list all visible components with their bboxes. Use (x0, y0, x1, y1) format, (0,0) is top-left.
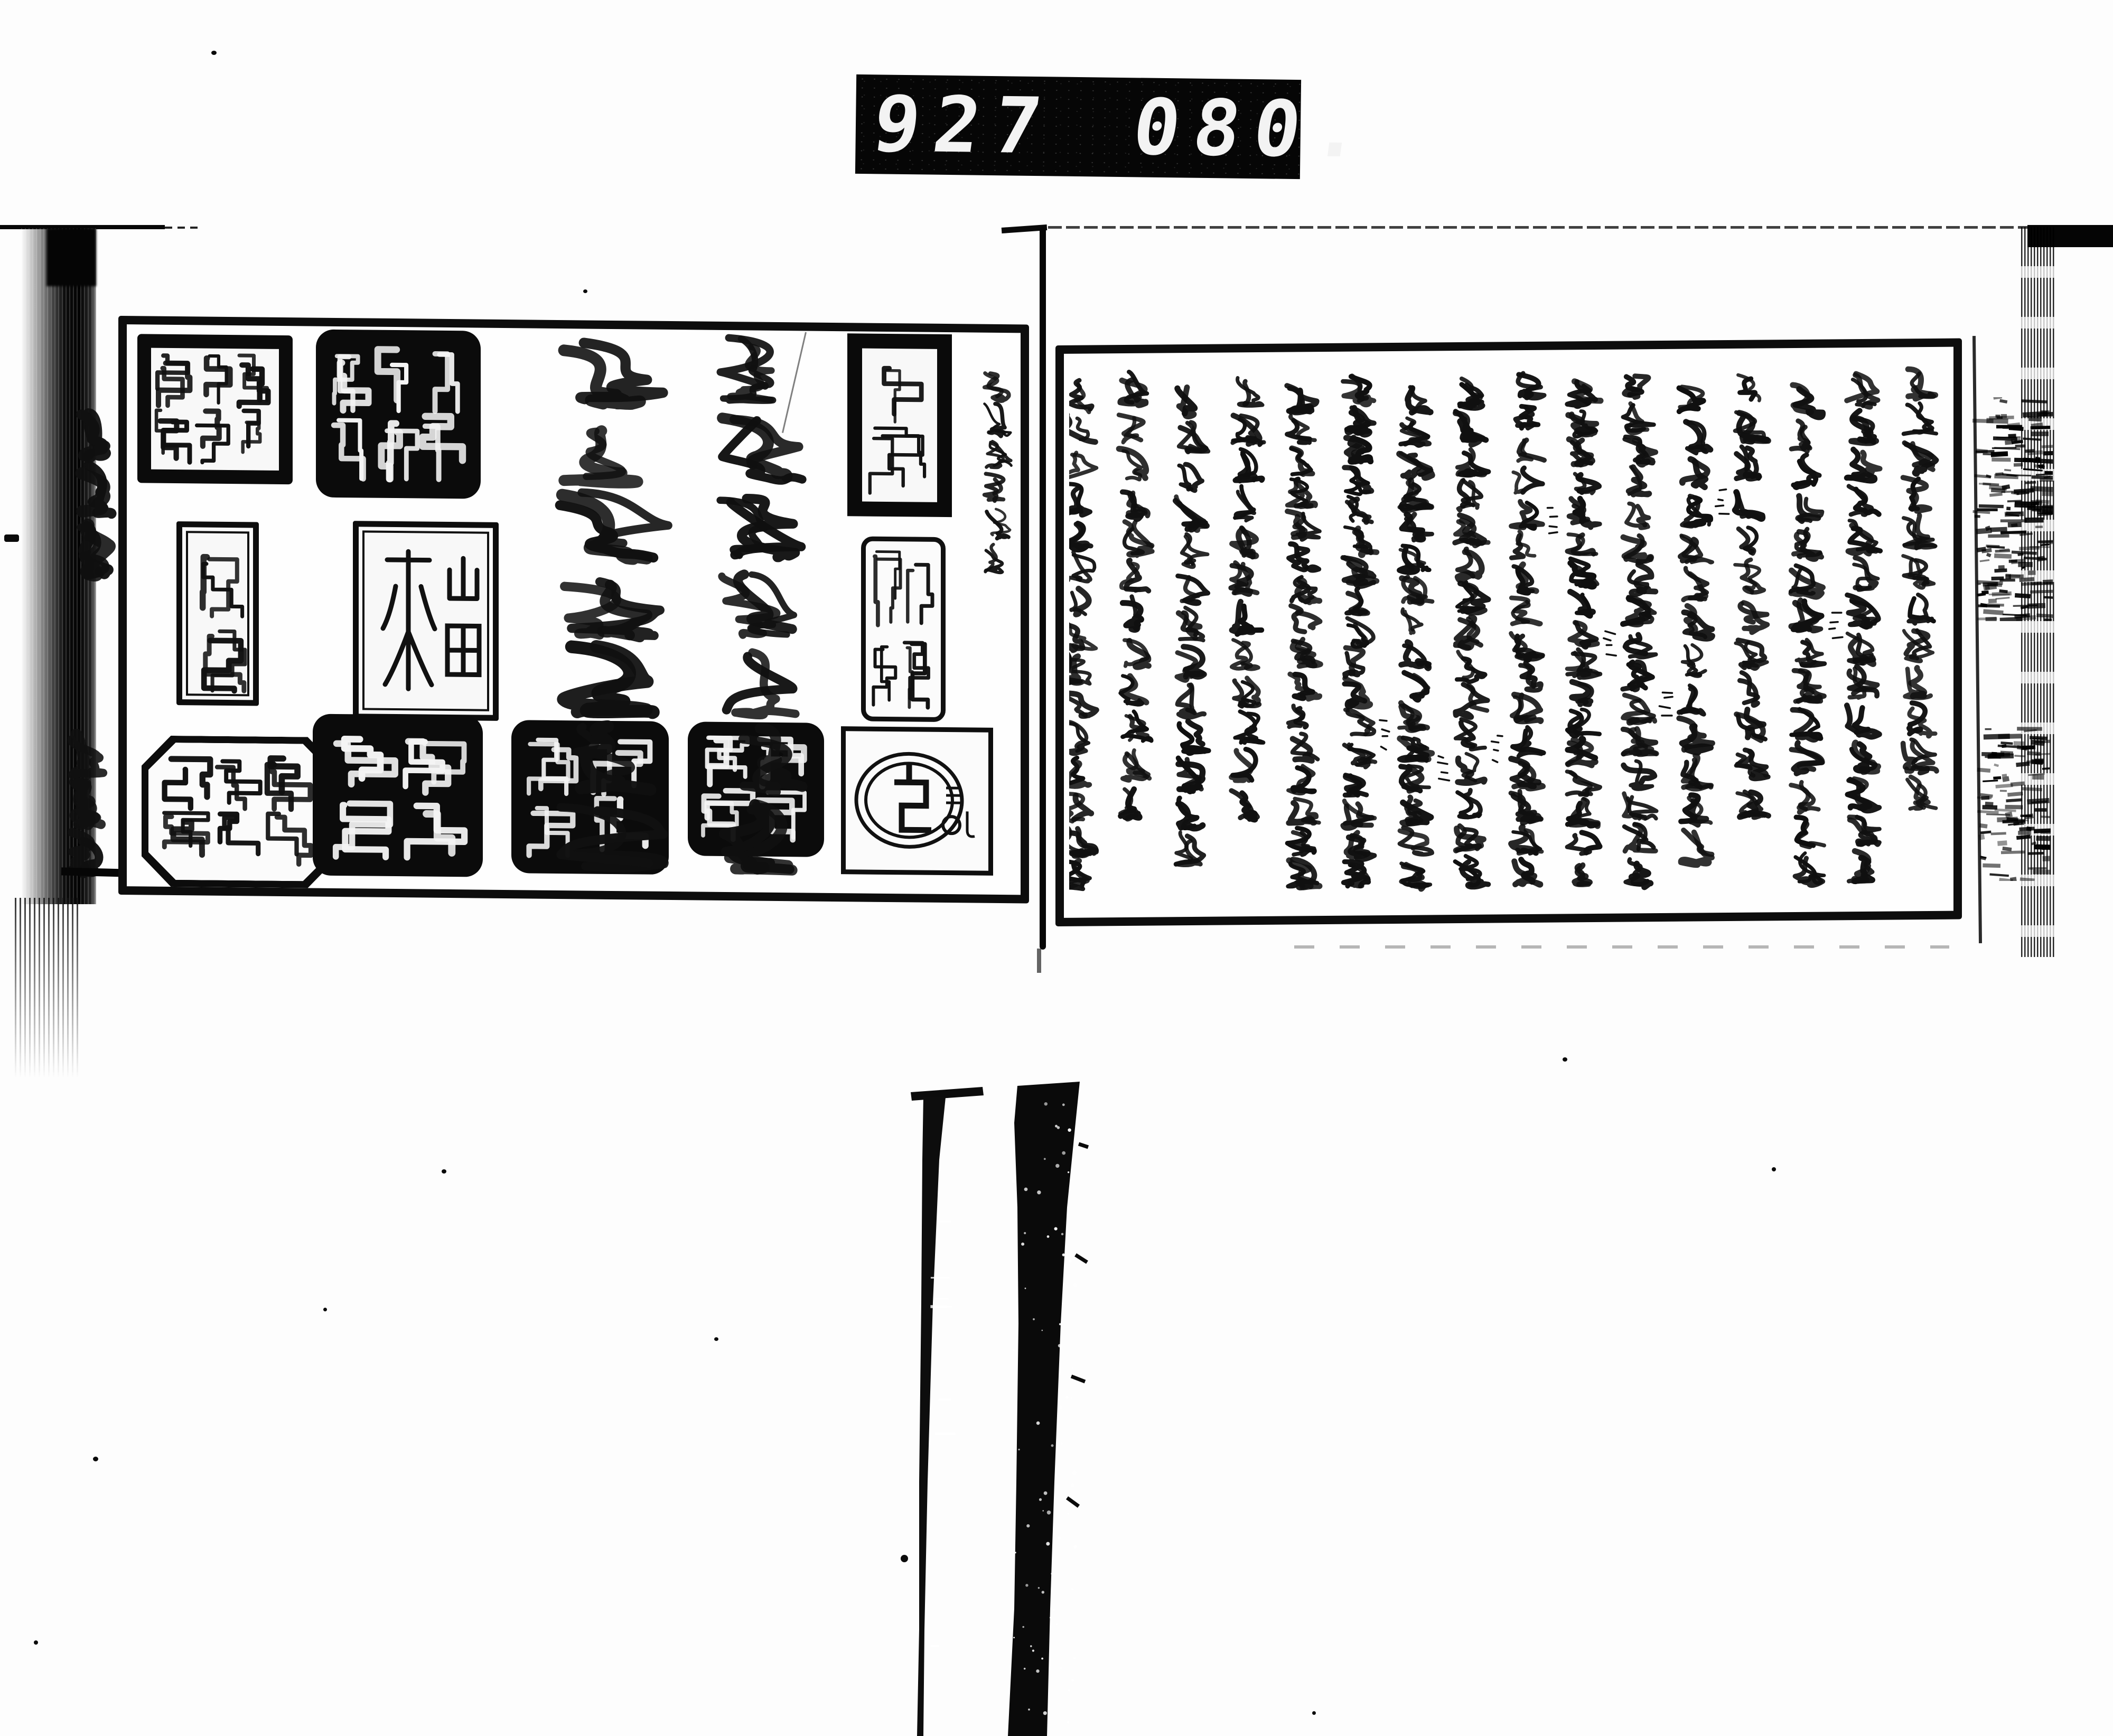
text-column-6 (1623, 376, 1672, 887)
binding-handwritten-marks (68, 401, 126, 592)
dust-speck (323, 1308, 327, 1311)
dust-speck (714, 1337, 718, 1341)
frame-counter-digits-right: 080. (1127, 82, 1380, 175)
text-column-12 (1287, 386, 1320, 888)
seal-glyph-left (383, 551, 435, 689)
page-top-edge-dashes (165, 227, 202, 229)
text-column-14 (1175, 387, 1209, 865)
page-top-edge-line-right (1048, 226, 2027, 229)
calligraphy-column-1 (539, 334, 692, 885)
dust-speck (211, 51, 217, 55)
text-column-15 (1119, 372, 1152, 820)
dust-speck (583, 289, 587, 293)
binding-handwritten-marks (57, 729, 120, 887)
dust-speck (1563, 1057, 1567, 1062)
film-frame-counter (855, 74, 1380, 179)
text-column-2 (1847, 373, 1880, 881)
kuzushiji-text-columns (1069, 360, 1946, 900)
seal-impression-4 (353, 521, 499, 721)
page-bottom-edge-dashes (1294, 945, 1949, 949)
text-column-5 (1679, 386, 1729, 865)
seal-impression-1 (137, 334, 293, 484)
text-column-4 (1735, 374, 1768, 818)
streak-t-bar (911, 1087, 984, 1101)
binding-stray-mark (4, 534, 19, 542)
seal-impression-5 (142, 735, 337, 888)
bleed-through-smudge-upper (1972, 397, 2053, 621)
text-column-10 (1399, 387, 1450, 889)
stray-dot (901, 1555, 908, 1562)
seal-impression-3 (176, 521, 259, 706)
seal-impression-6 (313, 714, 483, 877)
seal-impression-2 (316, 330, 481, 499)
dust-speck (1772, 1167, 1776, 1171)
text-column-16 (1069, 380, 1097, 889)
dust-speck (442, 1169, 446, 1174)
seal-glyph-field (447, 626, 479, 675)
text-column-13 (1231, 378, 1264, 820)
left-page-seal-chart (118, 316, 1029, 904)
calligraphy-column-2 (708, 330, 814, 889)
seal-glyph-mountain (450, 558, 477, 598)
streak-thin (917, 1096, 946, 1736)
text-column-9 (1455, 378, 1502, 887)
streak-thick (1008, 1082, 1080, 1736)
text-column-11 (1343, 376, 1389, 886)
frame-counter-digits-left: 927 (867, 79, 1061, 172)
text-column-1 (1903, 369, 1937, 809)
seal-maze-glyph (894, 762, 931, 830)
page-gutter-line (1040, 227, 1046, 950)
left-binding-tail (15, 898, 80, 1088)
seal-small-hook (967, 811, 975, 837)
seal-impression-10 (861, 536, 946, 722)
gutter-tail (1037, 949, 1041, 973)
marginal-note-column (975, 364, 1021, 581)
streak-side-ticks (1067, 1144, 1088, 1506)
film-streak-artifacts (893, 1081, 1115, 1736)
text-column-8 (1511, 373, 1557, 885)
bleed-through-smudge-lower (1977, 722, 2051, 881)
text-column-7 (1567, 381, 1616, 885)
right-page-text-block (1055, 339, 1962, 926)
binding-dark-cap (46, 228, 96, 286)
dust-speck (93, 1457, 98, 1461)
text-column-3 (1791, 384, 1843, 886)
dust-speck (1312, 1711, 1316, 1715)
seal-impression-11 (841, 726, 993, 876)
seal-impression-9 (847, 333, 952, 517)
dust-speck (34, 1640, 38, 1645)
